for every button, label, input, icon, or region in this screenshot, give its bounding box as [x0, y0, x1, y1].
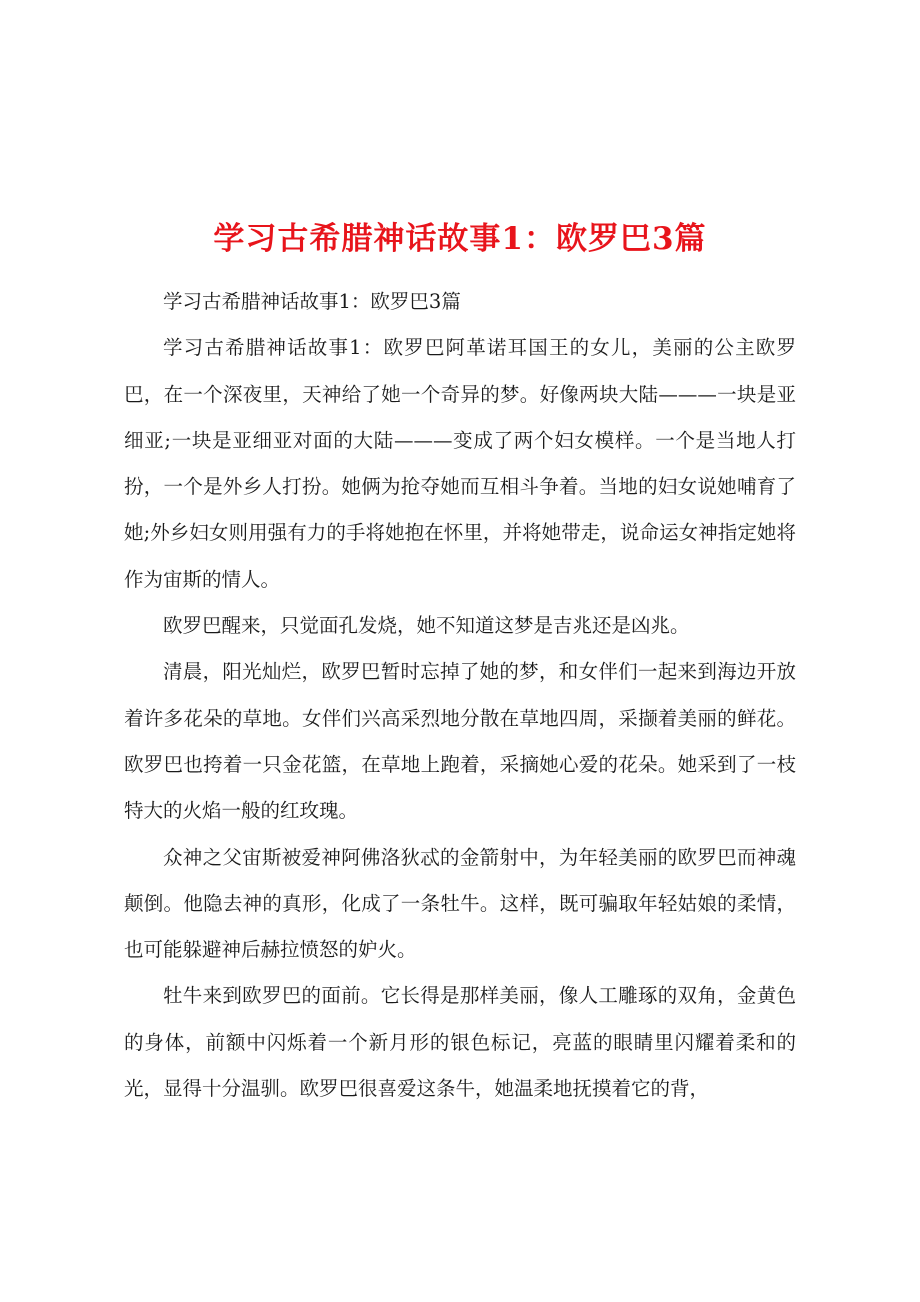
paragraph-bull: 牡牛来到欧罗巴的面前。它长得是那样美丽，像人工雕琢的双角，金黄色的身体，前额中闪烁着一个新月形的银色标记，亮蓝的眼睛里闪耀着柔和的光，显得十分温驯。欧罗巴很喜爱这条牛，她温柔地抚摸着它的背，	[124, 984, 796, 1101]
paragraph-subtitle: 学习古希腊神话故事1：欧罗巴3篇	[163, 290, 461, 313]
document-body	[124, 279, 796, 1112]
document-title: 学习古希腊神话故事1：欧罗巴3篇	[213, 220, 707, 257]
paragraph-awakening: 欧罗巴醒来，只觉面孔发烧，她不知道这梦是吉兆还是凶兆。	[163, 614, 690, 638]
paragraph-dream: 学习古希腊神话故事1：欧罗巴阿革诺耳国王的女儿，美丽的公主欧罗巴，在一个深夜里，天神给了她一个奇异的梦。好像两块大陆———一块是亚细亚;一块是亚细亚对面的大陆———变成了两个妇女模样。一个是当地人打扮，一个是外乡人打扮。她俩为抢夺她而互相斗争着。当地的妇女说她哺育了她;外乡妇女则用强有力的手将她抱在怀里，并将她带走，说命运女神指定她将作为宙斯的情人。	[124, 336, 796, 591]
paragraph-zeus: 众神之父宙斯被爱神阿佛洛狄忒的金箭射中，为年轻美丽的欧罗巴而神魂颠倒。他隐去神的真形，化成了一条牡牛。这样，既可骗取年轻姑娘的柔情，也可能躲避神后赫拉愤怒的妒火。	[124, 845, 796, 962]
paragraph-meadow: 清晨，阳光灿烂，欧罗巴暂时忘掉了她的梦，和女伴们一起来到海边开放着许多花朵的草地。女伴们兴高采烈地分散在草地四周，采撷着美丽的鲜花。欧罗巴也挎着一只金花篮，在草地上跑着，采摘她心爱的花朵。她采到了一枝特大的火焰一般的红玫瑰。	[124, 660, 796, 823]
